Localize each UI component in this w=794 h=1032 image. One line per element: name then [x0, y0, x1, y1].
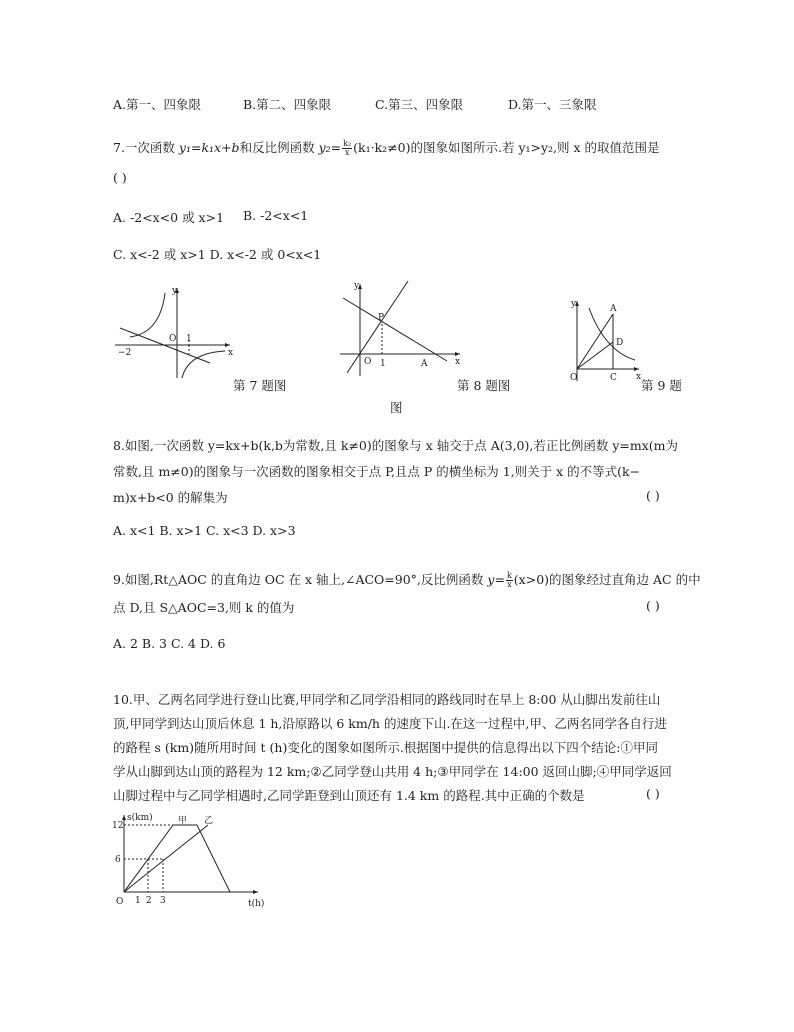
fig9-label-x: x	[636, 372, 642, 382]
figure-9	[567, 296, 647, 386]
fig7-label-o: O	[169, 334, 177, 344]
fig10-label-o: O	[116, 897, 124, 907]
fig7-caption: 第 7 题图	[233, 378, 287, 393]
q10-stem-line-4: 学从山脚到达山顶的路程为 12 km;②乙同学登山共用 4 h;③甲同学在 14:00 返回山脚;④甲同学返回	[113, 764, 672, 779]
q6-option-d: D.第一、三象限	[508, 97, 597, 112]
fig8-label-p: P	[378, 313, 385, 323]
q8-options: A. x<1 B. x>1 C. x<3 D. x>3	[113, 523, 296, 538]
fig8-label-o: O	[364, 357, 372, 367]
fig7-label-neg2: −2	[118, 348, 132, 358]
q9-answer-blank: ( )	[646, 598, 660, 613]
fig8-caption: 第 8 题图	[457, 378, 511, 393]
fig7-label-1: 1	[186, 334, 192, 344]
fig10-label-t: t(h)	[248, 899, 265, 909]
fig10-label-s: s(km)	[127, 813, 153, 823]
fig8-caption-continued: 图	[390, 400, 403, 415]
q8-stem-line-1: 8.如图,一次函数 y=kx+b(k,b为常数,且 k≠0)的图象与 x 轴交于点 A(3,0),若正比例函数 y=mx(m为	[113, 438, 679, 453]
q6-option-b: B.第二、四象限	[243, 97, 332, 112]
q7-option-cd: C. x<-2 或 x>1 D. x<-2 或 0<x<1	[113, 247, 322, 262]
fig10-x-tick-3: 3	[160, 896, 166, 906]
fig8-label-a: A	[421, 359, 428, 369]
q9-stem-line-1: 9.如图,Rt△AOC 的直角边 OC 在 x 轴上,∠ACO=90°,反比例函数 y= $\frac{k}{x}$ (x>0)的图象经过直角边 AC 的中	[113, 571, 701, 589]
fig10-label-yi: 乙	[204, 816, 214, 826]
fig7-label-x: x	[228, 348, 234, 358]
q7-answer-blank: ( )	[113, 170, 127, 185]
q10-stem-line-1: 10.甲、乙两名同学进行登山比赛,甲同学和乙同学沿相同的路线同时在早上 8:00 从山脚出发前往山	[113, 692, 661, 707]
fig10-y-tick-6: 6	[115, 855, 121, 865]
figure-7	[110, 283, 240, 383]
q6-option-a: A.第一、四象限	[113, 97, 202, 112]
q10-stem-line-5: 山脚过程中与乙同学相遇时,乙同学距登到山顶还有 1.4 km 的路程.其中正确的个数是	[113, 788, 585, 803]
q7-option-a: A. -2<x<0 或 x>1	[113, 210, 225, 225]
fig9-label-o: O	[570, 373, 578, 383]
figure-10	[110, 812, 270, 912]
q7-stem: 7.一次函数 y₁=k₁x+b和反比例函数 y₂= $\frac{\text{k₂}}{x}$ (k₁·k₂≠0)的图象如图所示.若 y₁>y₂,则 x 的取值范围是	[113, 139, 660, 157]
fig9-caption: 第 9 题	[641, 378, 682, 393]
q8-stem-line-3: m)x+b<0 的解集为	[113, 490, 228, 505]
q10-answer-blank: ( )	[646, 786, 660, 801]
fig10-y-tick-12: 12	[112, 821, 124, 831]
figure-8	[335, 276, 465, 381]
q7-option-b: B. -2<x<1	[243, 208, 309, 223]
fig9-label-y: y	[571, 299, 577, 309]
q8-answer-blank: ( )	[646, 488, 660, 503]
fig8-label-y: y	[354, 281, 360, 291]
q6-option-c: C.第三、四象限	[375, 97, 464, 112]
q9-options: A. 2 B. 3 C. 4 D. 6	[113, 636, 226, 651]
fig8-label-x: x	[455, 357, 461, 367]
fig9-label-a: A	[610, 304, 617, 314]
q10-stem-line-2: 顶,甲同学到达山顶后休息 1 h,沿原路以 6 km/h 的速度下山.在这一过程中,甲、乙两名同学各自行进	[113, 716, 667, 731]
fig10-x-tick-1: 1	[135, 896, 141, 906]
fig9-label-c: C	[610, 373, 617, 383]
fig10-x-tick-2: 2	[146, 896, 152, 906]
fig10-label-jia: 甲	[178, 816, 188, 826]
q10-stem-line-3: 的路程 s (km)随所用时间 t (h)变化的图象如图所示.根据图中提供的信息得出以下四个结论:①甲同	[113, 740, 659, 755]
fig7-label-y: y	[172, 286, 178, 296]
q8-stem-line-2: 常数,且 m≠0)的图象与一次函数的图象相交于点 P,且点 P 的横坐标为 1,则关于 x 的不等式(k−	[113, 464, 641, 479]
q9-stem-line-2: 点 D,且 S△AOC=3,则 k 的值为	[113, 600, 295, 615]
fig9-label-d: D	[616, 338, 624, 348]
fig8-label-1: 1	[380, 359, 386, 369]
